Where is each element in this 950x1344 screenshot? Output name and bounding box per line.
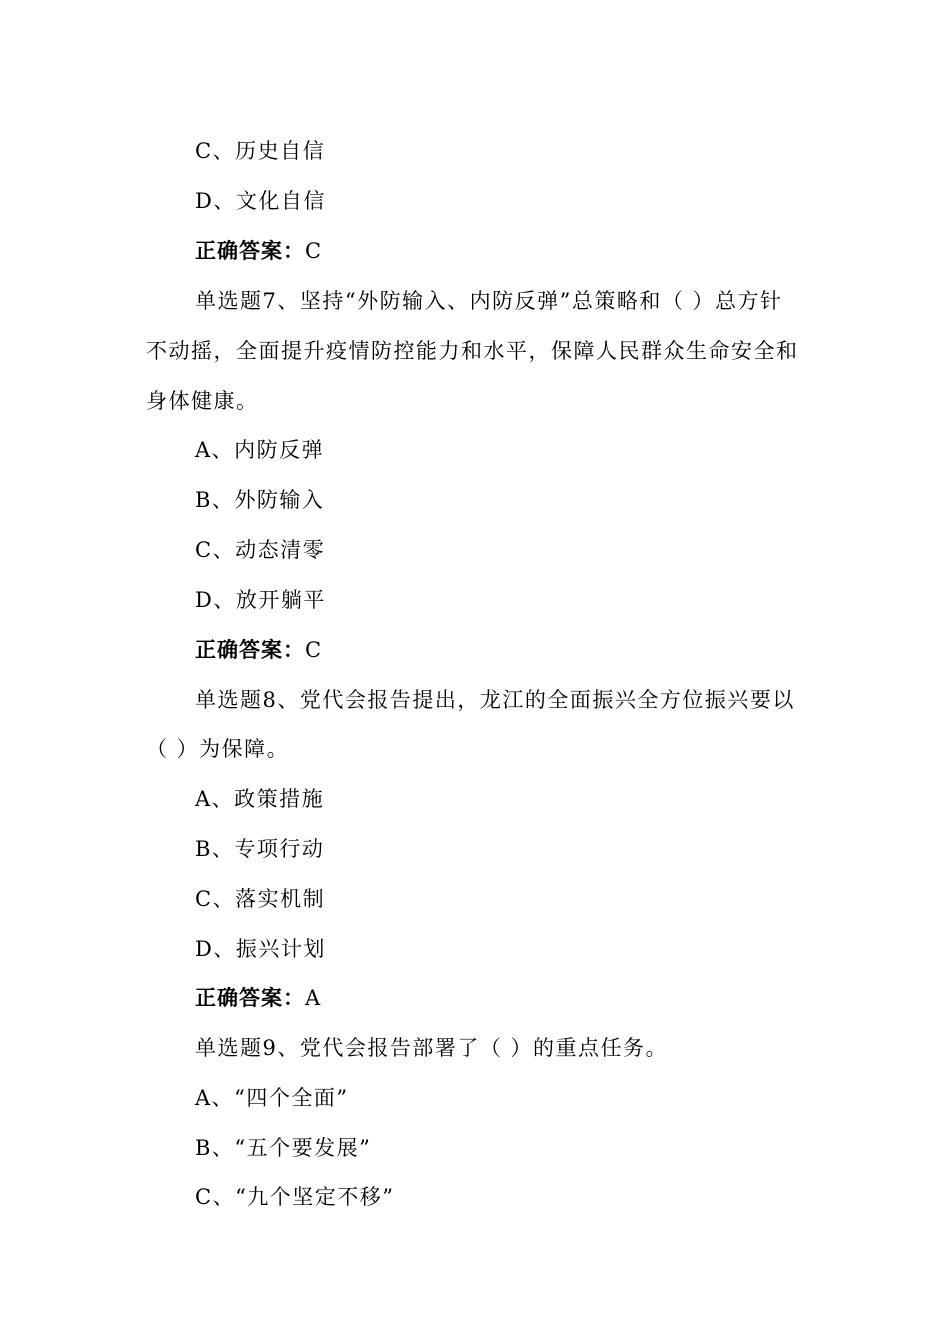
option-d-q8: D、振兴计划 [195, 937, 326, 961]
answer-q7 [195, 635, 323, 665]
option-a-q9: A、“四个全面” [195, 1086, 349, 1110]
option-a-q7: A、内防反弹 [195, 438, 325, 462]
answer-q8 [195, 983, 322, 1013]
option-b-q8: B、专项行动 [195, 837, 325, 861]
question-7-line-1: 单选题7、坚持“外防输入、内防反弹”总策略和（ ）总方针 [195, 289, 783, 313]
question-9-line-1: 单选题9、党代会报告部署了（ ）的重点任务。 [195, 1036, 669, 1060]
answer-label: 正确答案： [195, 638, 305, 662]
question-8-line-1: 单选题8、党代会报告提出，龙江的全面振兴全方位振兴要以 [195, 688, 795, 712]
question-7-line-3: 身体健康。 [146, 389, 259, 413]
answer-label: 正确答案： [195, 986, 305, 1010]
option-a-q8: A、政策措施 [195, 787, 325, 811]
option-c-q9: C、“九个坚定不移” [195, 1185, 395, 1209]
question-8-line-2: （ ）为保障。 [146, 737, 290, 761]
answer-value: A [305, 986, 322, 1010]
option-b-q7: B、外防输入 [195, 488, 325, 512]
answer-q6 [195, 236, 323, 266]
answer-value: C [305, 638, 323, 662]
option-c-q8: C、落实机制 [195, 887, 326, 911]
option-b-q9: B、“五个要发展” [195, 1136, 372, 1160]
option-c-q7: C、动态清零 [195, 538, 326, 562]
answer-value: C [305, 239, 323, 263]
question-7-line-2: 不动摇，全面提升疫情防控能力和水平，保障人民群众生命安全和 [146, 339, 799, 363]
option-d-q6: D、文化自信 [195, 189, 326, 213]
option-d-q7: D、放开躺平 [195, 588, 326, 612]
option-c-q6: C、历史自信 [195, 139, 326, 163]
answer-label: 正确答案： [195, 239, 305, 263]
